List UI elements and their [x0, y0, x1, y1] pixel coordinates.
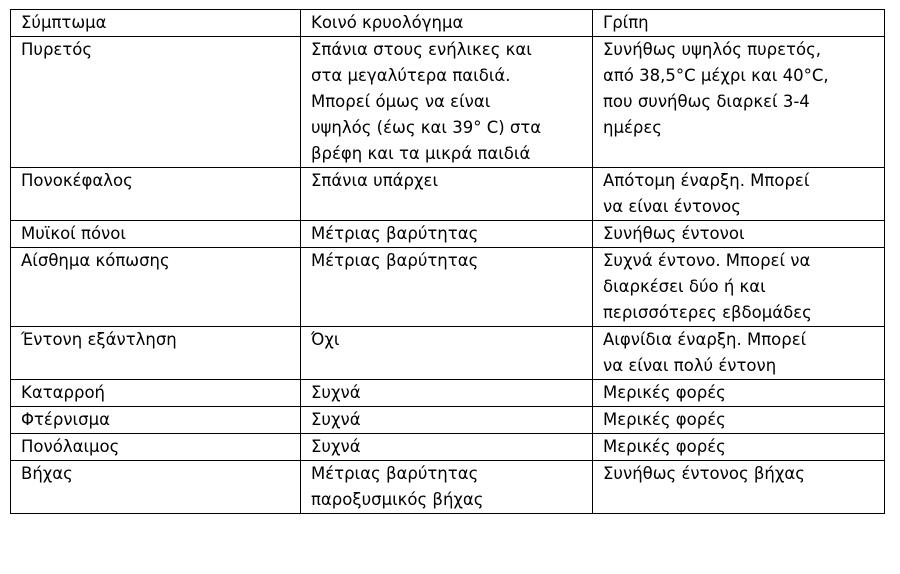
- table-row: [11, 461, 885, 514]
- flu-cell: Αιφνίδια έναρξη. Μπορεί να είναι πολύ έντονη: [593, 327, 885, 380]
- symptom-cell: Έντονη εξάντληση: [11, 327, 301, 380]
- flu-cell: Συνήθως έντονοι: [593, 221, 885, 248]
- cold-cell: Μέτριας βαρύτητας: [301, 221, 593, 248]
- symptom-cell: Μυϊκοί πόνοι: [11, 221, 301, 248]
- header-flu: Γρίπη: [593, 10, 885, 37]
- cold-cell: Σπάνια υπάρχει: [301, 168, 593, 221]
- symptom-cell: Φτέρνισμα: [11, 407, 301, 434]
- flu-cell: Συνήθως υψηλός πυρετός, από 38,5°C μέχρι και 40°C, που συνήθως διαρκεί 3-4 ημέρες: [593, 37, 885, 168]
- flu-cell: Απότομη έναρξη. Μπορεί να είναι έντονος: [593, 168, 885, 221]
- table-row: [11, 168, 885, 221]
- cold-cell: Συχνά: [301, 380, 593, 407]
- table-row: [11, 434, 885, 461]
- table-row: [11, 380, 885, 407]
- flu-cell: Μερικές φορές: [593, 380, 885, 407]
- flu-cell: Μερικές φορές: [593, 407, 885, 434]
- table-row: [11, 327, 885, 380]
- table-row: [11, 37, 885, 168]
- symptom-cell: Πονόλαιμος: [11, 434, 301, 461]
- cold-cell: Μέτριας βαρύτητας παροξυσμικός βήχας: [301, 461, 593, 514]
- symptom-comparison-table: [10, 9, 885, 514]
- symptom-cell: Αίσθημα κόπωσης: [11, 248, 301, 327]
- table-row: [11, 221, 885, 248]
- table-header-row: [11, 10, 885, 37]
- symptom-cell: Καταρροή: [11, 380, 301, 407]
- table-row: [11, 248, 885, 327]
- cold-cell: Όχι: [301, 327, 593, 380]
- symptom-cell: Βήχας: [11, 461, 301, 514]
- flu-cell: Συνήθως έντονος βήχας: [593, 461, 885, 514]
- flu-cell: Μερικές φορές: [593, 434, 885, 461]
- header-symptom: Σύμπτωμα: [11, 10, 301, 37]
- symptom-comparison-table-container: [10, 9, 884, 514]
- cold-cell: Μέτριας βαρύτητας: [301, 248, 593, 327]
- cold-cell: Σπάνια στους ενήλικες και στα μεγαλύτερα παιδιά. Μπορεί όμως να είναι υψηλός (έως και 39° C) στα βρέφη και τα μικρά παιδιά: [301, 37, 593, 168]
- symptom-cell: Πυρετός: [11, 37, 301, 168]
- cold-cell: Συχνά: [301, 434, 593, 461]
- table-row: [11, 407, 885, 434]
- symptom-cell: Πονοκέφαλος: [11, 168, 301, 221]
- cold-cell: Συχνά: [301, 407, 593, 434]
- flu-cell: Συχνά έντονο. Μπορεί να διαρκέσει δύο ή και περισσότερες εβδομάδες: [593, 248, 885, 327]
- header-common-cold: Κοινό κρυολόγημα: [301, 10, 593, 37]
